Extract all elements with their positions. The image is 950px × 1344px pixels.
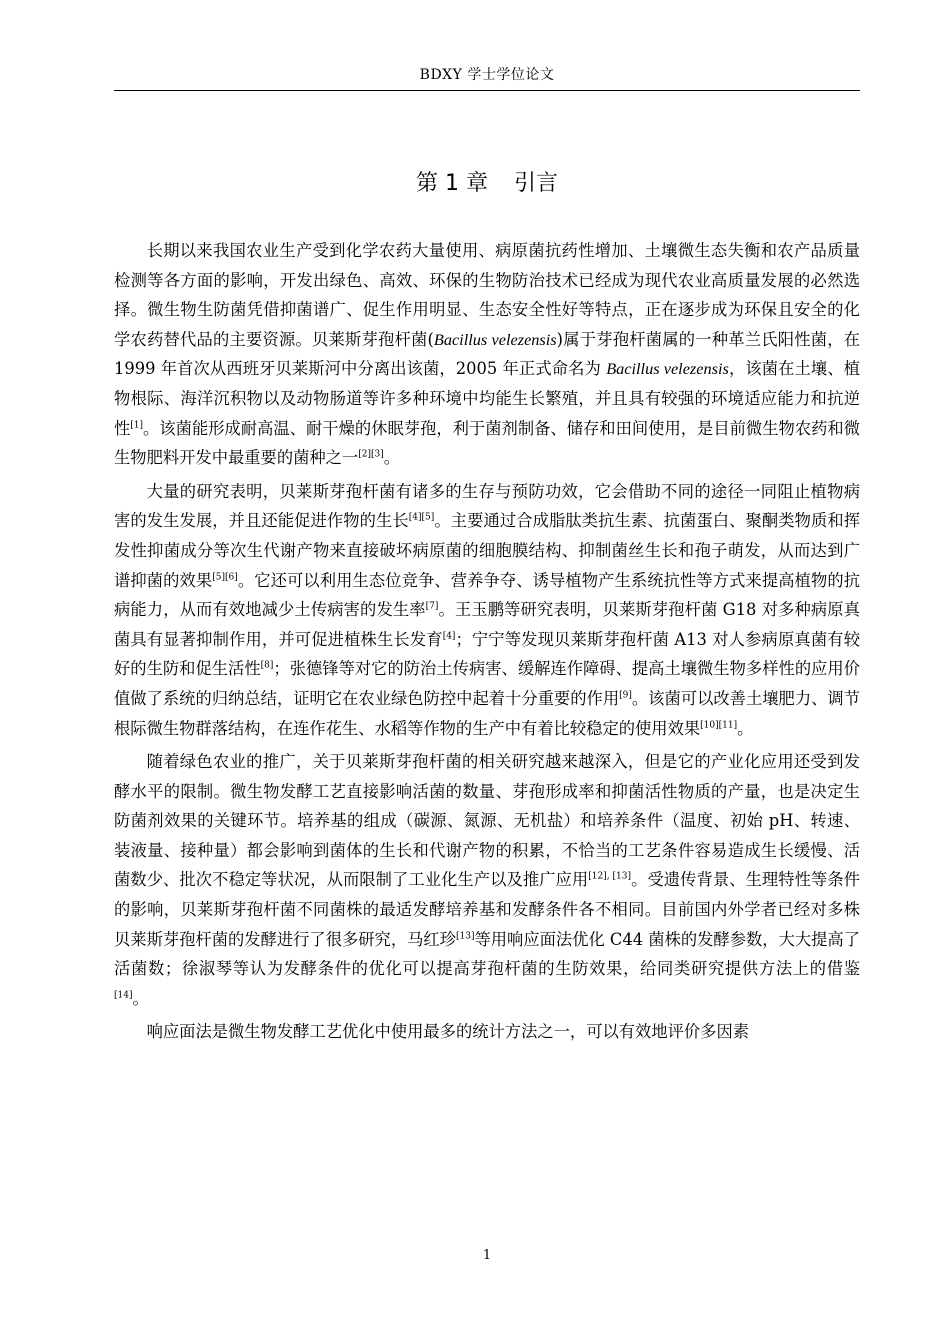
body-text [114,236,860,1051]
citation: [2][3] [358,449,384,460]
text-run: 。该菌可以改善土壤肥力、调节根际微生物群落结构，在连作花生、水稻等作物的生产中有着比较稳定的使用效果 [114,688,860,738]
text-run: 。 [383,448,401,468]
paragraph-3 [114,747,860,1013]
text-run: 随着绿色农业的推广，关于贝莱斯芽孢杆菌的相关研究越来越深入，但是它的产业化应用还受到发酵水平的限制。微生物发酵工艺直接影响活菌的数量、芽孢形成率和抑菌活性物质的产量，也是决定生防菌剂效果的关键环节。培养基的组成（碳源、氮源、无机盐）和培养条件（温度、初始 pH、转速、装液量、接种量）都会影响到菌体的生长和代谢产物的积累，不恰当的工艺条件容易造成生长缓慢、活菌数少、批次不稳定等状况，从而限制了工业化生产以及推广应用 [114,752,860,890]
citation: [5][6] [212,572,238,583]
text-run: 。 [737,718,754,738]
paragraph-4 [114,1017,860,1047]
species-name: Bacillus velezensis [606,359,729,379]
text-run: 长期以来我国农业生产受到化学农药大量使用、病原菌抗药性增加、土壤微生态失衡和农产品质量检测等各方面的影响，开发出绿色、高效、环保的生物防治技术已经成为现代农业高质量发展的必然选择。微生物生防菌凭借抑菌谱广、促生作用明显、生态安全性好等特点，正在逐步成为环保且安全的化学农药替代品的主要资源。贝莱斯芽孢杆菌( [114,241,860,349]
citation: [4][5] [408,512,435,523]
citation: [14] [114,990,133,1001]
text-run: 。受遗传背景、生理特性等条件的影响，贝莱斯芽孢杆菌不同菌株的最适发酵培养基和发酵条件各不相同。目前国内外学者已经对多株贝莱斯芽孢杆菌的发酵进行了很多研究，马红珍 [114,870,860,949]
chapter-number: 第 1 章 [416,171,488,196]
citation: [10][11] [700,720,738,731]
text-run: 等用响应面法优化 C44 菌株的发酵参数，大大提高了活菌数；徐淑琴等认为发酵条件的优化可以提高芽孢杆菌的生防效果，给同类研究提供方法上的借鉴 [114,929,860,979]
page-number: 1 [482,1248,492,1263]
citation: [7] [425,601,439,612]
citation: [1] [130,420,144,431]
text-run: ，该菌在土壤、植物根际、海洋沉积物以及动物肠道等许多种环境中均能生长繁殖，并且具有较强的环境适应能力和抗逆性 [114,359,860,438]
paragraph-2 [114,477,860,743]
text-run: 。王玉鹏等研究表明，贝莱斯芽孢杆菌 G18 对多种病原真菌具有显著抑制作用，并可促进植株生长发育 [114,600,860,649]
header-rule [114,90,860,91]
text-run: 。主要通过合成脂肽类抗生素、抗菌蛋白、聚酮类物质和挥发性抑菌成分等次生代谢产物来直接破坏病原菌的细胞膜结构、抑制菌丝生长和孢子萌发，从而达到广谱抑菌的效果 [114,511,860,590]
text-run: 。 [132,988,149,1008]
text-run: 。该菌能形成耐高温、耐干燥的休眠芽孢，利于菌剂制备、储存和田间使用，是目前微生物农药和微生物肥料开发中最重要的菌种之一 [114,418,860,468]
citation: [9] [619,690,632,701]
running-header: BDXY 学士学位论文 [419,67,555,83]
text-run: ；张德锋等对它的防治土传病害、缓解连作障碍、提高土壤微生物多样性的应用价值做了系统的归纳总结，证明它在农业绿色防控中起着十分重要的作用 [114,659,860,708]
text-run: )属于芽孢杆菌属的一种革兰氏阳性菌，在 1999 年首次从西班牙贝莱斯河中分离出该菌，2005 年正式命名为 [114,329,861,379]
citation: [12], [13] [588,872,632,883]
text-run: ；宁宁等发现贝莱斯芽孢杆菌 A13 对人参病原真菌有较好的生防和促生活性 [114,629,860,679]
text-run: 大量的研究表明，贝莱斯芽孢杆菌有诸多的生存与预防功效，它会借助不同的途径一同阻止植物病害的发生发展，并且还能促进作物的生长 [114,481,860,531]
species-name: Bacillus velezensis [433,329,557,349]
citation: [8] [260,660,274,671]
citation: [4] [442,631,456,642]
paragraph-1 [114,236,860,473]
text-run: 响应面法是微生物发酵工艺优化中使用最多的统计方法之一，可以有效地评价多因素 [146,1022,750,1042]
text-run: 。它还可以利用生态位竞争、营养争夺、诱导植物产生系统抗性等方式来提高植物的抗病能力，从而有效地减少土传病害的发生率 [114,570,860,620]
citation: [13] [455,931,475,942]
chapter-title [114,166,860,197]
chapter-heading: 引言 [513,171,558,196]
